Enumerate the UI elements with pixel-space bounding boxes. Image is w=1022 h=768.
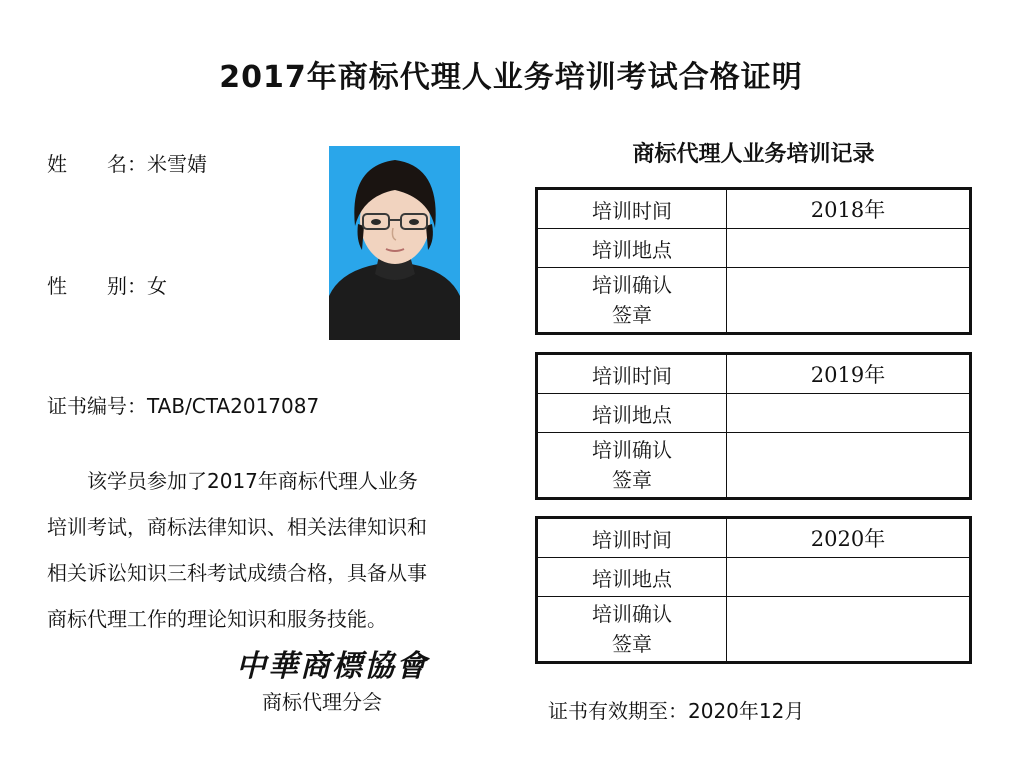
table-row xyxy=(537,558,971,597)
table-row xyxy=(537,354,971,394)
training-records-title: 商标代理人业务培训记录 xyxy=(632,142,875,167)
table-row xyxy=(537,229,971,268)
certificate-number-value: TAB/CTA2017087 xyxy=(147,394,320,418)
training-confirmation-value xyxy=(727,433,971,499)
portrait-photo xyxy=(329,146,460,340)
table-row xyxy=(537,433,971,499)
name-row xyxy=(47,148,207,177)
association-calligraphy-logo: 中華商標協會 xyxy=(236,649,428,684)
table-row xyxy=(537,394,971,433)
confirmation-label-line: 签章 xyxy=(612,468,652,492)
statement-line: 相关诉讼知识三科考试成绩合格，具备从事 xyxy=(47,561,427,585)
training-time-value: 2020年 xyxy=(727,518,971,558)
table-row xyxy=(537,518,971,558)
training-record-2018 xyxy=(535,187,972,335)
validity-value: 2020年12月 xyxy=(688,699,805,723)
issuer-branch: 商标代理分会 xyxy=(262,690,382,714)
qualification-statement xyxy=(47,458,485,642)
validity-label: 证书有效期至： xyxy=(548,699,688,723)
gender-label: 性 别： xyxy=(47,274,147,298)
training-place-value xyxy=(727,229,971,268)
training-time-value: 2019年 xyxy=(727,354,971,394)
training-confirmation-value xyxy=(727,597,971,663)
training-time-value: 2018年 xyxy=(727,189,971,229)
training-place-label: 培训地点 xyxy=(537,394,727,433)
page-title: 2017年商标代理人业务培训考试合格证明 xyxy=(219,60,803,95)
statement-line: 商标代理工作的理论知识和服务技能。 xyxy=(47,607,387,631)
training-record-2020 xyxy=(535,516,972,664)
portrait-illustration xyxy=(329,146,460,340)
name-label: 姓 名： xyxy=(47,152,147,176)
certificate-number-label: 证书编号： xyxy=(47,394,147,418)
table-row xyxy=(537,268,971,334)
training-time-label: 培训时间 xyxy=(537,189,727,229)
statement-line: 培训考试，商标法律知识、相关法律知识和 xyxy=(47,515,427,539)
confirmation-label-line: 培训确认 xyxy=(592,438,672,462)
training-place-label: 培训地点 xyxy=(537,229,727,268)
training-place-value xyxy=(727,558,971,597)
gender-row xyxy=(47,270,167,299)
training-confirmation-value xyxy=(727,268,971,334)
confirmation-label-line: 签章 xyxy=(612,632,652,656)
training-record-2019 xyxy=(535,352,972,500)
statement-line: 该学员参加了2017年商标代理人业务 xyxy=(47,469,418,493)
training-confirmation-label xyxy=(537,597,727,663)
certificate-number-row xyxy=(47,390,319,419)
gender-value: 女 xyxy=(147,274,167,298)
training-place-value xyxy=(727,394,971,433)
validity-row xyxy=(548,695,804,724)
training-time-label: 培训时间 xyxy=(537,518,727,558)
training-confirmation-label xyxy=(537,268,727,334)
training-confirmation-label xyxy=(537,433,727,499)
training-place-label: 培训地点 xyxy=(537,558,727,597)
training-time-label: 培训时间 xyxy=(537,354,727,394)
confirmation-label-line: 培训确认 xyxy=(592,273,672,297)
confirmation-label-line: 签章 xyxy=(612,303,652,327)
confirmation-label-line: 培训确认 xyxy=(592,602,672,626)
table-row xyxy=(537,597,971,663)
table-row xyxy=(537,189,971,229)
name-value: 米雪婧 xyxy=(147,152,207,176)
